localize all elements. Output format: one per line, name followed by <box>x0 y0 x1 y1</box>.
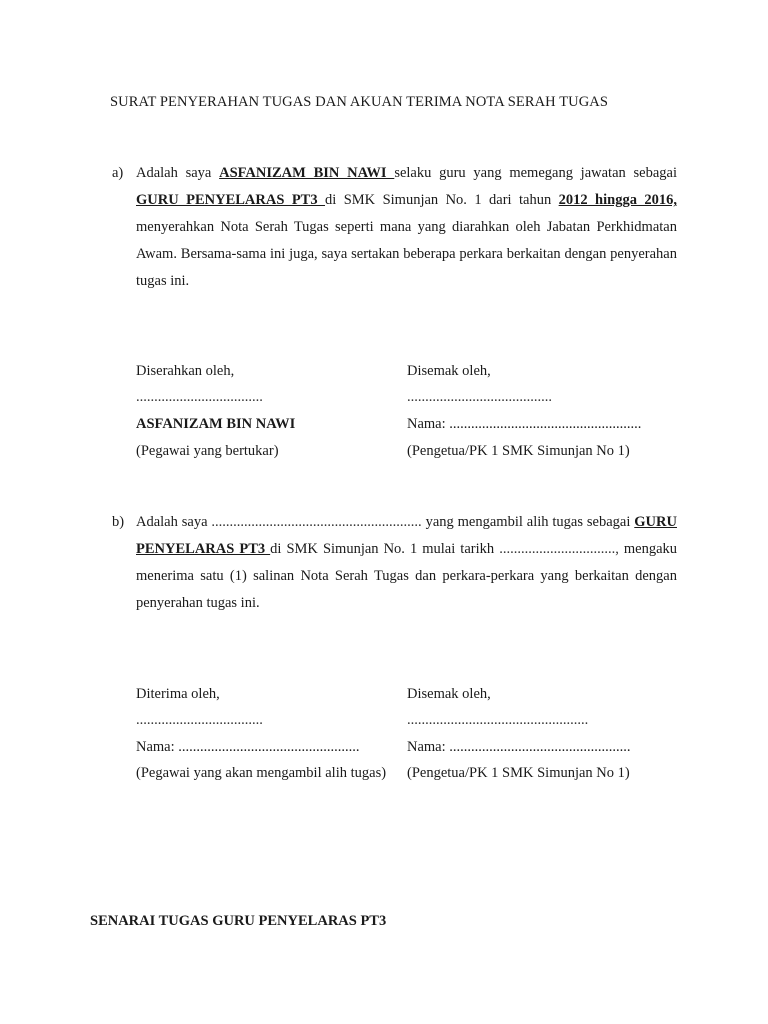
handover-signature-line: ................................... <box>136 389 263 405</box>
checked-role-a: (Pengetua/PK 1 SMK Simunjan No 1) <box>407 443 630 459</box>
handover-officer-name: ASFANIZAM BIN NAWI <box>136 416 296 432</box>
section-b-name-blank: .......................................................... <box>211 514 422 530</box>
section-a-paragraph <box>136 160 677 295</box>
section-b-text-3: di SMK Simunjan No. 1 mulai tarikh <box>270 541 500 557</box>
section-b-marker: b) <box>112 514 125 530</box>
checked-by-label-b: Disemak oleh, <box>407 686 491 702</box>
section-a-role: GURU PENYELARAS PT3 <box>136 192 326 208</box>
section-b-role: GURU PENYELARAS PT3 <box>136 514 677 557</box>
checked-by-label-a: Disemak oleh, <box>407 363 491 379</box>
checked-signature-line-a: ........................................ <box>407 389 552 405</box>
checked-signature-line-b: .................................................. <box>407 712 589 728</box>
section-a-text-4: menyerahkan Nota Serah Tugas seperti mana yang diarahkan oleh Jabatan Perkhidmatan Awam. Bersama-sama ini juga, saya sertakan beberapa perkara berkaitan dengan penyerahan tugas ini. <box>136 219 677 289</box>
checked-name-field-b: Nama: .................................................. <box>407 739 631 755</box>
handover-by-label: Diserahkan oleh, <box>136 363 235 379</box>
section-a-years: 2012 hingga 2016, <box>558 192 677 208</box>
section-a-text-2: selaku guru yang memegang jawatan sebagai <box>394 165 677 181</box>
section-a-marker: a) <box>112 165 124 181</box>
received-by-label: Diterima oleh, <box>136 686 220 702</box>
section-b-paragraph <box>136 509 677 617</box>
received-name-field: Nama: .................................................. <box>136 739 360 755</box>
section-b-text-4: mengaku menerima satu (1) salinan Nota Serah Tugas dan perkara-perkara yang berkaitan dengan penyerahan tugas ini. <box>136 541 678 611</box>
section-a-officer-name: ASFANIZAM BIN NAWI <box>219 165 395 181</box>
duty-list-heading: SENARAI TUGAS GURU PENYELARAS PT3 <box>90 913 387 929</box>
document-title: SURAT PENYERAHAN TUGAS DAN AKUAN TERIMA NOTA SERAH TUGAS <box>110 94 609 110</box>
section-b-date-blank: ................................, <box>499 541 619 557</box>
checked-name-field-a: Nama: ..................................................... <box>407 416 642 432</box>
section-b-text-2: yang mengambil alih tugas sebagai <box>421 514 635 530</box>
section-a-text-1: Adalah saya <box>136 165 220 181</box>
handover-officer-role: (Pegawai yang bertukar) <box>136 443 279 459</box>
received-signature-line: ................................... <box>136 712 263 728</box>
received-officer-role: (Pegawai yang akan mengambil alih tugas) <box>136 765 387 781</box>
section-a-text-3: di SMK Simunjan No. 1 dari tahun <box>325 192 559 208</box>
checked-role-b: (Pengetua/PK 1 SMK Simunjan No 1) <box>407 765 630 781</box>
section-b-text-1: Adalah saya <box>136 514 212 530</box>
